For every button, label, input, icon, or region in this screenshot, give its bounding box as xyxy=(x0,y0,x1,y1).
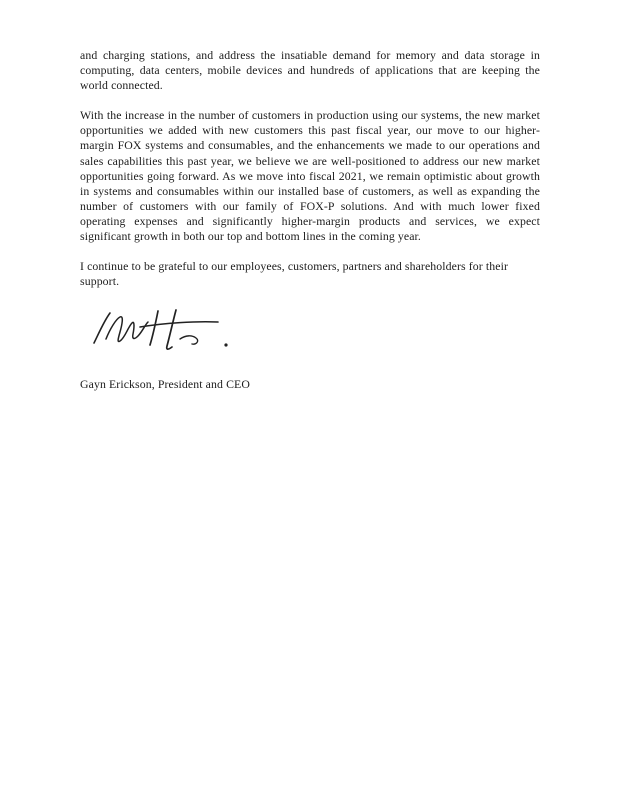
paragraph-outlook: With the increase in the number of customers in production using our systems, the new market opportunities we added with new customers this past fiscal year, our move to our higher-margin FOX systems and consumables, and the enhancements we made to our operations and sales capabilities this past year, we believe we are well-positioned to address our new market opportunities going forward. As we move into fiscal 2021, we remain optimistic about growth in systems and consumables within our installed base of customers, as well as expanding the number of customers with our family of FOX-P solutions. And with much lower fixed operating expenses and significantly higher-margin products and services, we expect significant growth in both our top and bottom lines in the coming year. xyxy=(80,108,540,244)
signer-name: Gayn Erickson, President and CEO xyxy=(80,377,250,392)
signature-block xyxy=(80,303,540,359)
letter-body xyxy=(80,48,540,392)
paragraph-demand: and charging stations, and address the insatiable demand for memory and data storage in computing, data centers, mobile devices and hundreds of applications that are keeping the world connected. xyxy=(80,48,540,93)
signature-icon xyxy=(80,305,235,357)
paragraph-gratitude: I continue to be grateful to our employees, customers, partners and shareholders for their support. xyxy=(80,259,508,289)
